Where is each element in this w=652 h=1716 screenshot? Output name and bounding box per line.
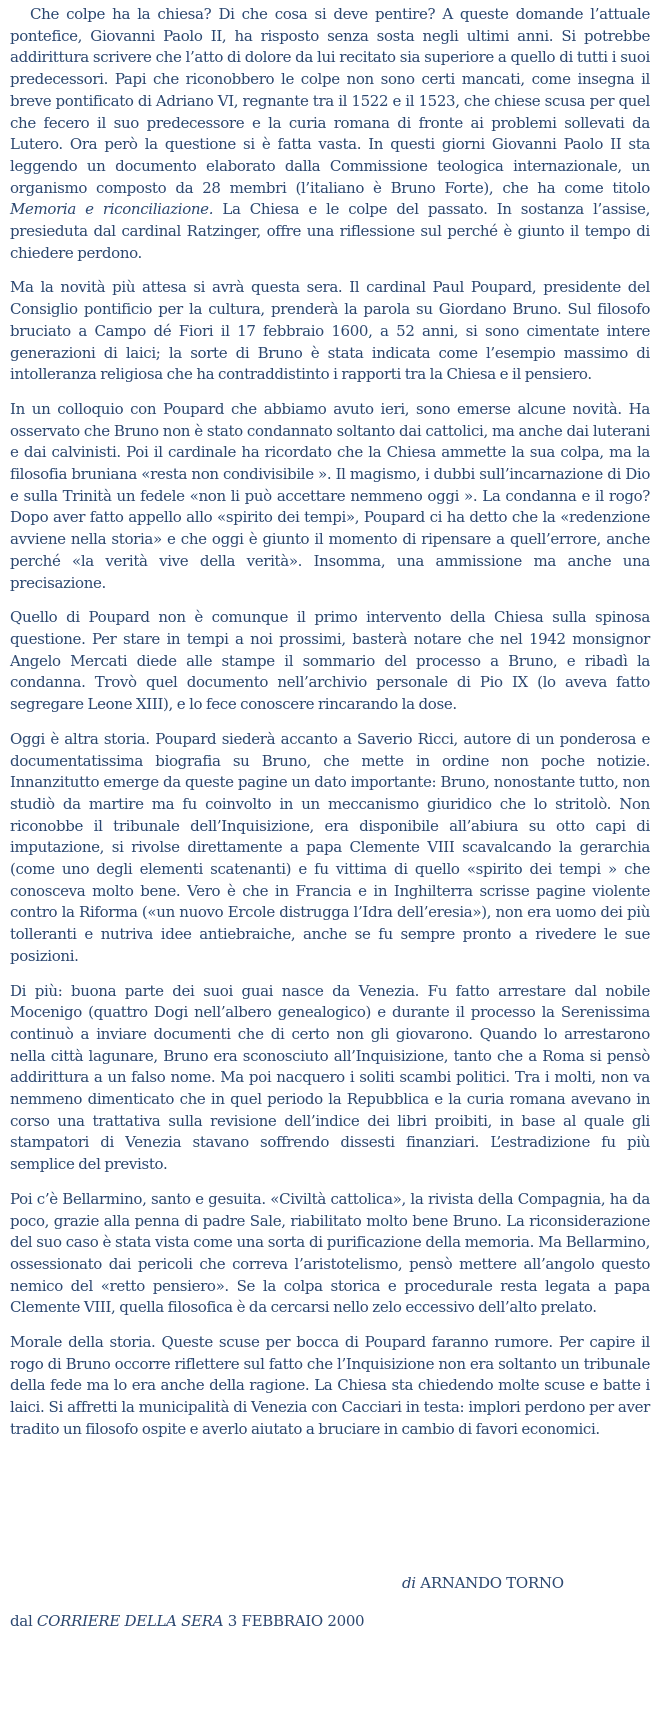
paragraph-6: Di più: buona parte dei suoi guai nasce da Venezia. Fu fatto arrestare dal nobile Mocenigo (quattro Dogi nell’albero genealogico) e durante il processo la Serenissima continuò a inviare documenti che di certo non gli giovarono. Quando lo arrestarono nella città lagunare, Bruno era sconosciuto all’Inquisizione, tanto che a Roma si pensò addirittura a un falso nome. Ma poi nacquero i soliti scambi politici. Tra i molti, non va nemmeno dimenticato che in quel periodo la Repubblica e la curia romana avevano in corso una trattativa sulla revisione dell’indice dei libri proibiti, in base al quale gli stampatori di Venezia stavano soffrendo dissesti finanziari. L’estradizione fu più semplice del previsto. — [10, 981, 650, 1174]
paragraph-1-text-end: La Chiesa e le colpe del passato. In sostanza l’assise, presieduta dal cardinal Ratzinger, offre una riflessione sul perché è giunto il tempo di chiedere perdono. — [10, 200, 650, 262]
paragraph-1-text-start: Che colpe ha la chiesa? Di che cosa si deve pentire? A queste domande l’attuale pontefice, Giovanni Paolo II, ha risposto senza sosta negli ultimi anni. Si potrebbe addirittura scrivere che l’atto di dolore da lui recitato sia superiore a quello di tutti i suoi predecessori. Papi che riconobbero le colpe non sono certi mancati, come insegna il breve pontificato di Adriano VI, regnante tra il 1522 e il 1523, che chiese scusa per quel che fecero il suo predecessore e la curia romana di fronte ai problemi sollevati da Lutero. Ora però la questione si è fatta vasta. In questi giorni Giovanni Paolo II sta leggendo un documento elaborato dalla Commissione teologica internazionale, un organismo composto da 28 membri (l’italiano è Bruno Forte), che ha come titolo — [10, 5, 650, 197]
source-prefix: dal — [10, 1612, 33, 1630]
article-body — [10, 4, 650, 1454]
paragraph-4: Quello di Poupard non è comunque il primo intervento della Chiesa sulla spinosa questione. Per stare in tempi a noi prossimi, basterà notare che nel 1942 monsignor Angelo Mercati diede alle stampe il sommario del processo a Bruno, e ribadì la condanna. Trovò quel documento nell’archivio personale di Pio IX (lo aveva fatto segregare Leone XIII), e lo fece conoscere rincarando la dose. — [10, 608, 650, 714]
paragraph-1 — [10, 4, 650, 264]
paragraph-8: Morale della storia. Queste scuse per bocca di Poupard faranno rumore. Per capire il rogo di Bruno occorre riflettere sul fatto che l’Inquisizione non era soltanto un tribunale della fede ma lo era anche della ragione. La Chiesa sta chiedendo molte scuse e batte i laici. Si affretti la municipalità di Venezia con Cacciari in testa: implori perdono per aver tradito un filosofo ospite e averlo aiutato a bruciare in cambio di favori economici. — [10, 1333, 650, 1438]
source-newspaper: CORRIERE DELLA SERA — [36, 1612, 224, 1630]
paragraph-7: Poi c’è Bellarmino, santo e gesuita. «Civiltà cattolica», la rivista della Compagnia, ha da poco, grazie alla penna di padre Sale, riabilitato molto bene Bruno. La riconsiderazione del suo caso è stata vista come una sorta di purificazione della memoria. Ma Bellarmino, ossessionato dai pericoli che correva l’aristotelismo, pensò mettere all’angolo questo nemico del «retto pensiero». Se la colpa storica e procedurale resta legata a papa Clemente VIII, quella filosofica è da cercarsi nello zelo eccessivo dell’alto prelato. — [10, 1189, 650, 1317]
document-title: Memoria e riconciliazione. — [10, 200, 214, 219]
byline — [402, 1574, 564, 1592]
source-date: 3 FEBBRAIO 2000 — [227, 1612, 365, 1630]
byline-prefix: di — [402, 1574, 416, 1592]
source-credit — [10, 1612, 364, 1630]
paragraph-5: Oggi è altra storia. Poupard siederà accanto a Saverio Ricci, autore di un ponderosa e documentatissima biografia su Bruno, che mette in ordine non poche notizie. Innanzitutto emerge da queste pagine un dato importante: Bruno, nonostante tutto, non studiò da martire ma fu coinvolto in un meccanismo giuridico che lo stritolò. Non riconobbe il tribunale dell’Inquisizione, era disponibile all’abiura su otto capi di imputazione, si rivolse direttamente a papa Clemente VIII scavalcando la gerarchia (come uno degli elementi scatenanti) e fu vittima di quello «spirito dei tempi » che conosceva molto bene. Vero è che in Francia e in Inghilterra scrisse pagine violente contro la Riforma («un nuovo Ercole distrugga l’Idra dell’eresia»), non era uomo dei più tolleranti e nutriva idee antiebraiche, anche se fu sempre pronto a rivedere le sue posizioni. — [10, 729, 650, 965]
paragraph-2: Ma la novità più attesa si avrà questa sera. Il cardinal Paul Poupard, presidente del Consiglio pontificio per la cultura, prenderà la parola su Giordano Bruno. Sul filosofo bruciato a Campo dé Fiori il 17 febbraio 1600, a 52 anni, si sono cimentate intere generazioni di laici; la sorte di Bruno è stata indicata come l’esempio massimo di intolleranza religiosa che ha contraddistinto i rapporti tra la Chiesa e il pensiero. — [10, 278, 650, 384]
byline-author: ARNANDO TORNO — [420, 1574, 564, 1592]
paragraph-3: In un colloquio con Poupard che abbiamo avuto ieri, sono emerse alcune novità. Ha osservato che Bruno non è stato condannato soltanto dai cattolici, ma anche dai luterani e dai calvinisti. Poi il cardinale ha ricordato che la Chiesa ammette la sua colpa, ma la filosofia bruniana «resta non condivisibile ». Il magismo, i dubbi sull’incarnazione di Dio e sulla Trinità un fedele «non li può accettare nemmeno oggi ». La condanna e il rogo? Dopo aver fatto appello allo «spirito dei tempi», Poupard ci ha detto che la «redenzione avviene nella storia» e che oggi è giunto il momento di ripensare a quell’errore, anche perché «la verità vive della verità». Insomma, una ammissione ma anche una precisazione. — [10, 399, 650, 592]
